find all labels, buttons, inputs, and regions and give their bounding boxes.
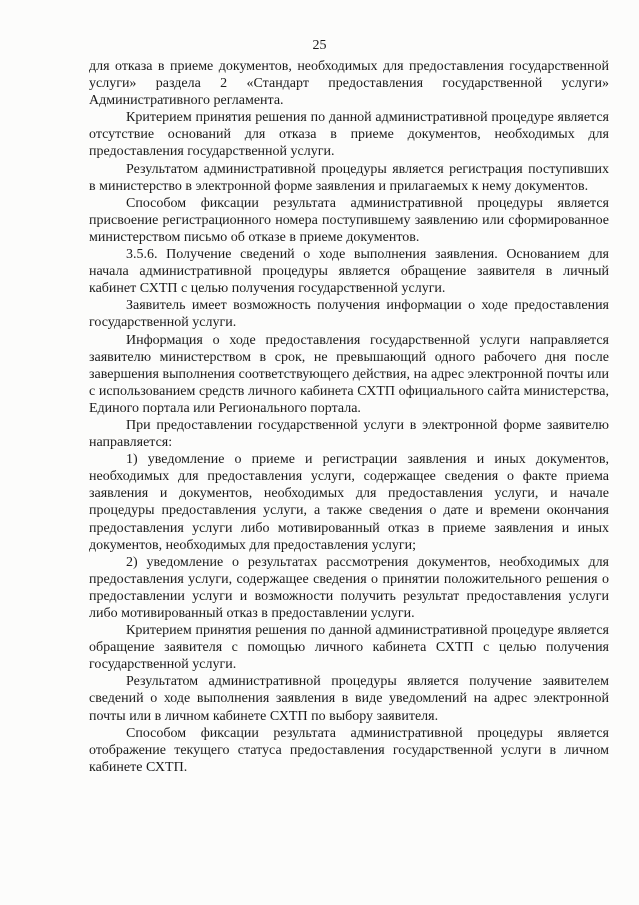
page-number: 25 (312, 38, 327, 53)
paragraph-electronic-form: При предоставлении государственной услуги в электронной форме заявителю направляется: (89, 417, 609, 451)
paragraph-procedure-result-2: Результатом административной процедуры является получение заявителем сведений о ходе выполнения заявления в виде уведомлений на адрес электронной почты или в личном кабинете СХТП по выбору заявителя. (89, 674, 609, 724)
paragraph-info-delivery: Информация о ходе предоставления государственной услуги направляется заявителю министерством в срок, не превышающий одного рабочего дня после завершения выполнения соответствующего действия, на адрес электронной почты или с использованием средств личного кабинета СХТП официального сайта министерства, Единого портала или Регионального портала. (89, 332, 609, 416)
paragraph-result-fixation: Способом фиксации результата административной процедуры является присвоение регистрационного номера поступившему заявлению или сформированное министерством письмо об отказе в приеме документов. (89, 195, 609, 245)
list-item-1: 1) уведомление о приеме и регистрации заявления и иных документов, необходимых для предоставления услуги, содержащее сведения о факте приема заявления и документов, необходимых для предоставления услуги, и начале процедуры предоставления услуги, а также сведения о дате и времени окончания предоставления услуги либо мотивированный отказ в приеме заявления и иных документов, необходимых для предоставления услуги; (89, 452, 609, 553)
paragraph-decision-criterion-2: Критерием принятия решения по данной административной процедуре является обращение заявителя с помощью личного кабинета СХТП с целью получения государственной услуги. (89, 623, 609, 673)
paragraph-decision-criterion: Критерием принятия решения по данной административной процедуре является отсутствие оснований для отказа в приеме документов, необходимых для предоставления государственной услуги. (89, 110, 609, 160)
document-body (89, 58, 609, 776)
paragraph-applicant-info: Заявитель имеет возможность получения информации о ходе предоставления государственной услуги. (89, 298, 609, 331)
paragraph-section-3-5-6: 3.5.6. Получение сведений о ходе выполнения заявления. Основанием для начала административной процедуры является обращение заявителя в личный кабинет СХТП с целью получения государственной услуги. (89, 247, 609, 297)
paragraph-result-fixation-2: Способом фиксации результата административной процедуры является отображение текущего статуса предоставления государственной услуги в личном кабинете СХТП. (89, 725, 609, 775)
paragraph-procedure-result: Результатом административной процедуры является регистрация поступивших в министерство в электронной форме заявления и прилагаемых к нему документов. (89, 161, 609, 194)
paragraph-continuation: для отказа в приеме документов, необходимых для предоставления государственной услуги» раздела 2 «Стандарт предоставления государственной услуги» Административного регламента. (89, 59, 609, 109)
list-item-2: 2) уведомление о результатах рассмотрения документов, необходимых для предоставления услуги, содержащее сведения о принятии положительного решения о предоставлении услуги и возможности получить результат предоставления услуги либо мотивированный отказ в предоставлении услуги. (89, 554, 609, 621)
